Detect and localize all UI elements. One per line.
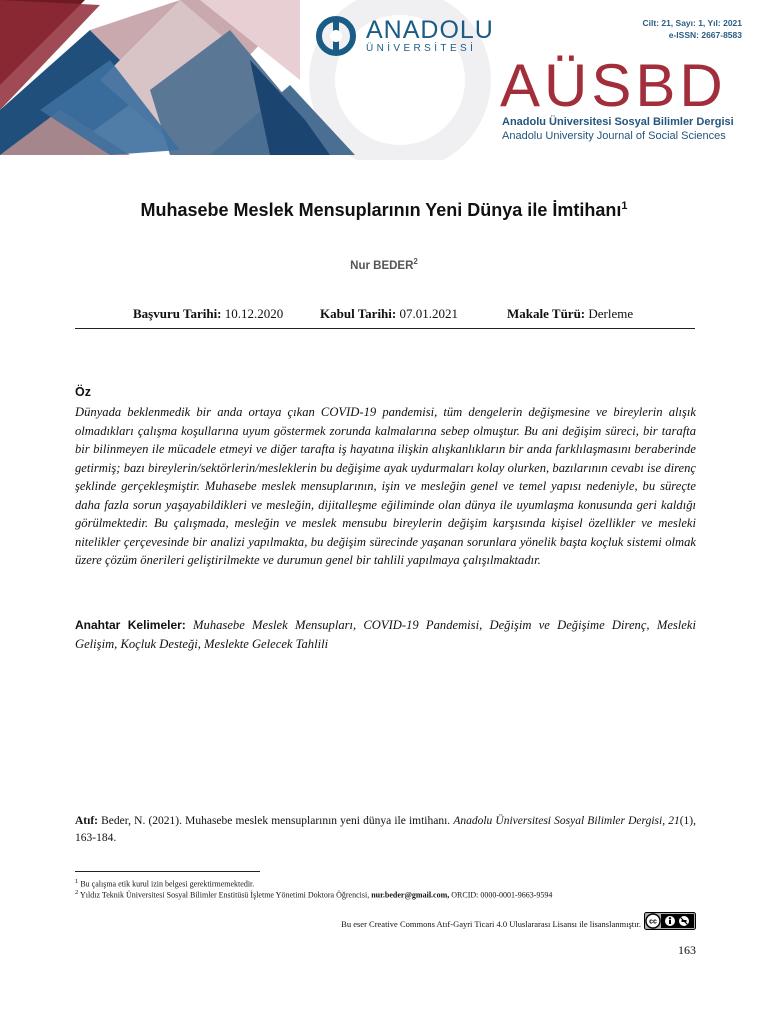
- submission-date: 10.12.2020: [224, 306, 284, 321]
- keywords-value: Muhasebe Meslek Mensupları, COVID-19 Pandemisi, Değişim ve Değişime Direnç, Mesleki Gelişim, Koçluk Desteği, Meslekte Gelecek Tahlili: [75, 618, 696, 651]
- citation: [75, 813, 696, 846]
- footnote-2-mark: 2: [75, 889, 79, 896]
- journal-name-tr: Anadolu Üniversitesi Sosyal Bilimler Dergisi: [502, 116, 734, 128]
- citation-journal: Anadolu Üniversitesi Sosyal Bilimler Dergisi, 21: [453, 815, 680, 827]
- article-title-text: Muhasebe Meslek Mensuplarının Yeni Dünya ile İmtihanı: [140, 200, 622, 220]
- keywords: [75, 616, 696, 653]
- article-type-item: [507, 306, 633, 322]
- acceptance-label: Kabul Tarihi:: [320, 306, 397, 321]
- page-number: 163: [678, 943, 696, 957]
- author-line: [0, 257, 768, 272]
- cc-badge-text: cc: [649, 918, 657, 926]
- footnote-2-email: nur.beder@gmail.com,: [371, 890, 450, 900]
- submission-date-item: [133, 306, 283, 322]
- submission-label: Başvuru Tarihi:: [133, 306, 222, 321]
- acceptance-date-item: [320, 306, 458, 322]
- issue-info: [642, 17, 742, 41]
- keywords-label: Anahtar Kelimeler:: [75, 618, 186, 632]
- title-footnote-mark: 1: [621, 200, 628, 212]
- volume-line: Cilt: 21, Sayı: 1, Yıl: 2021: [642, 18, 742, 28]
- license-text: Bu eser Creative Commons Atıf-Gayri Ticari 4.0 Uluslararası Lisansı ile lisanslanmıştır.: [341, 919, 641, 929]
- cc-by-nc-badge-icon[interactable]: [644, 912, 696, 930]
- footnote-2-orcid: ORCID: 0000-0001-9663-9594: [451, 890, 553, 900]
- author-name: Nur BEDER: [350, 259, 414, 272]
- acceptance-date: 07.01.2021: [399, 306, 458, 321]
- abstract-heading: Öz: [75, 385, 91, 399]
- header-divider: [75, 328, 695, 329]
- journal-abbreviation: AÜSBD: [500, 52, 727, 119]
- article-type-label: Makale Türü:: [507, 306, 586, 321]
- university-logo: [314, 16, 494, 56]
- citation-label: Atıf:: [75, 815, 98, 827]
- university-name: ANADOLU: [366, 16, 494, 44]
- footnote-divider: [75, 871, 260, 872]
- article-type-value: Derleme: [588, 306, 634, 321]
- abstract-text: Dünyada beklenmedik bir anda ortaya çıkan COVID-19 pandemisi, tüm dengelerin değişmesine ve bireylerin alışık olmadıkları çalışma koşullarına uyum göstermek zorunda kalmalarına sebep olmuştur. Bu ani değişim süreci, bir tarafta bir bilinmeyen ile mücadele etmeyi ve diğer tarafta iş hayatına ilişkin alışkanlıkların bir anda farklılaşmasını beraberinde getirmiş; bazı bireylerin/sektörlerin/mesleklerin bu değişime ayak uydurmaları kolay olurken, bazılarının cevabı ise direnç şeklinde gerçekleşmiştir. Muhasebe meslek mensuplarının, işin ve mesleğin genel ve temel yapısı nedeniyle, bu süreçte daha fazla sorun yaşayabildikleri ve mesleğin, dijitalleşme eğiliminde olan dünya ile uyumlaşma konusunda geri kaldığı görülmektedir. Bu çalışmada, mesleğin ve meslek mensubu bireylerin değişim karşısında kişisel özellikler ve mesleki nitelikler çerçevesinde bir analizi yapılmakta, bu değişim sürecinde yaşanan sorunlara yönelik başta koçluk sistemi olmak üzere çözüm önerileri geliştirilmekte ve durumun genel bir tahlili yapılmaya çalışılmaktadır.: [75, 405, 696, 567]
- footnote-1-mark: 1: [75, 878, 79, 885]
- article-title: [0, 200, 768, 221]
- author-footnote-mark: 2: [413, 257, 418, 266]
- footnote-2: [75, 888, 552, 901]
- footnote-1-text: Bu çalışma etik kurul izin belgesi gerektirmemektedir.: [80, 879, 255, 889]
- university-sub: ÜNİVERSİTESİ: [366, 43, 477, 54]
- footnote-2-text: Yıldız Teknik Üniversitesi Sosyal Bilimler Enstitüsü İşletme Yönetimi Doktora Öğrencisi,: [80, 890, 370, 900]
- issn-line: e-ISSN: 2667-8583: [668, 30, 742, 40]
- citation-text: Beder, N. (2021). Muhasebe meslek mensuplarının yeni dünya ile imtihanı.: [101, 815, 451, 827]
- anadolu-logo-icon: [314, 16, 360, 56]
- citation-issue-pages: (1), 163-184.: [75, 815, 697, 844]
- journal-name-en: Anadolu University Journal of Social Sciences: [502, 130, 726, 142]
